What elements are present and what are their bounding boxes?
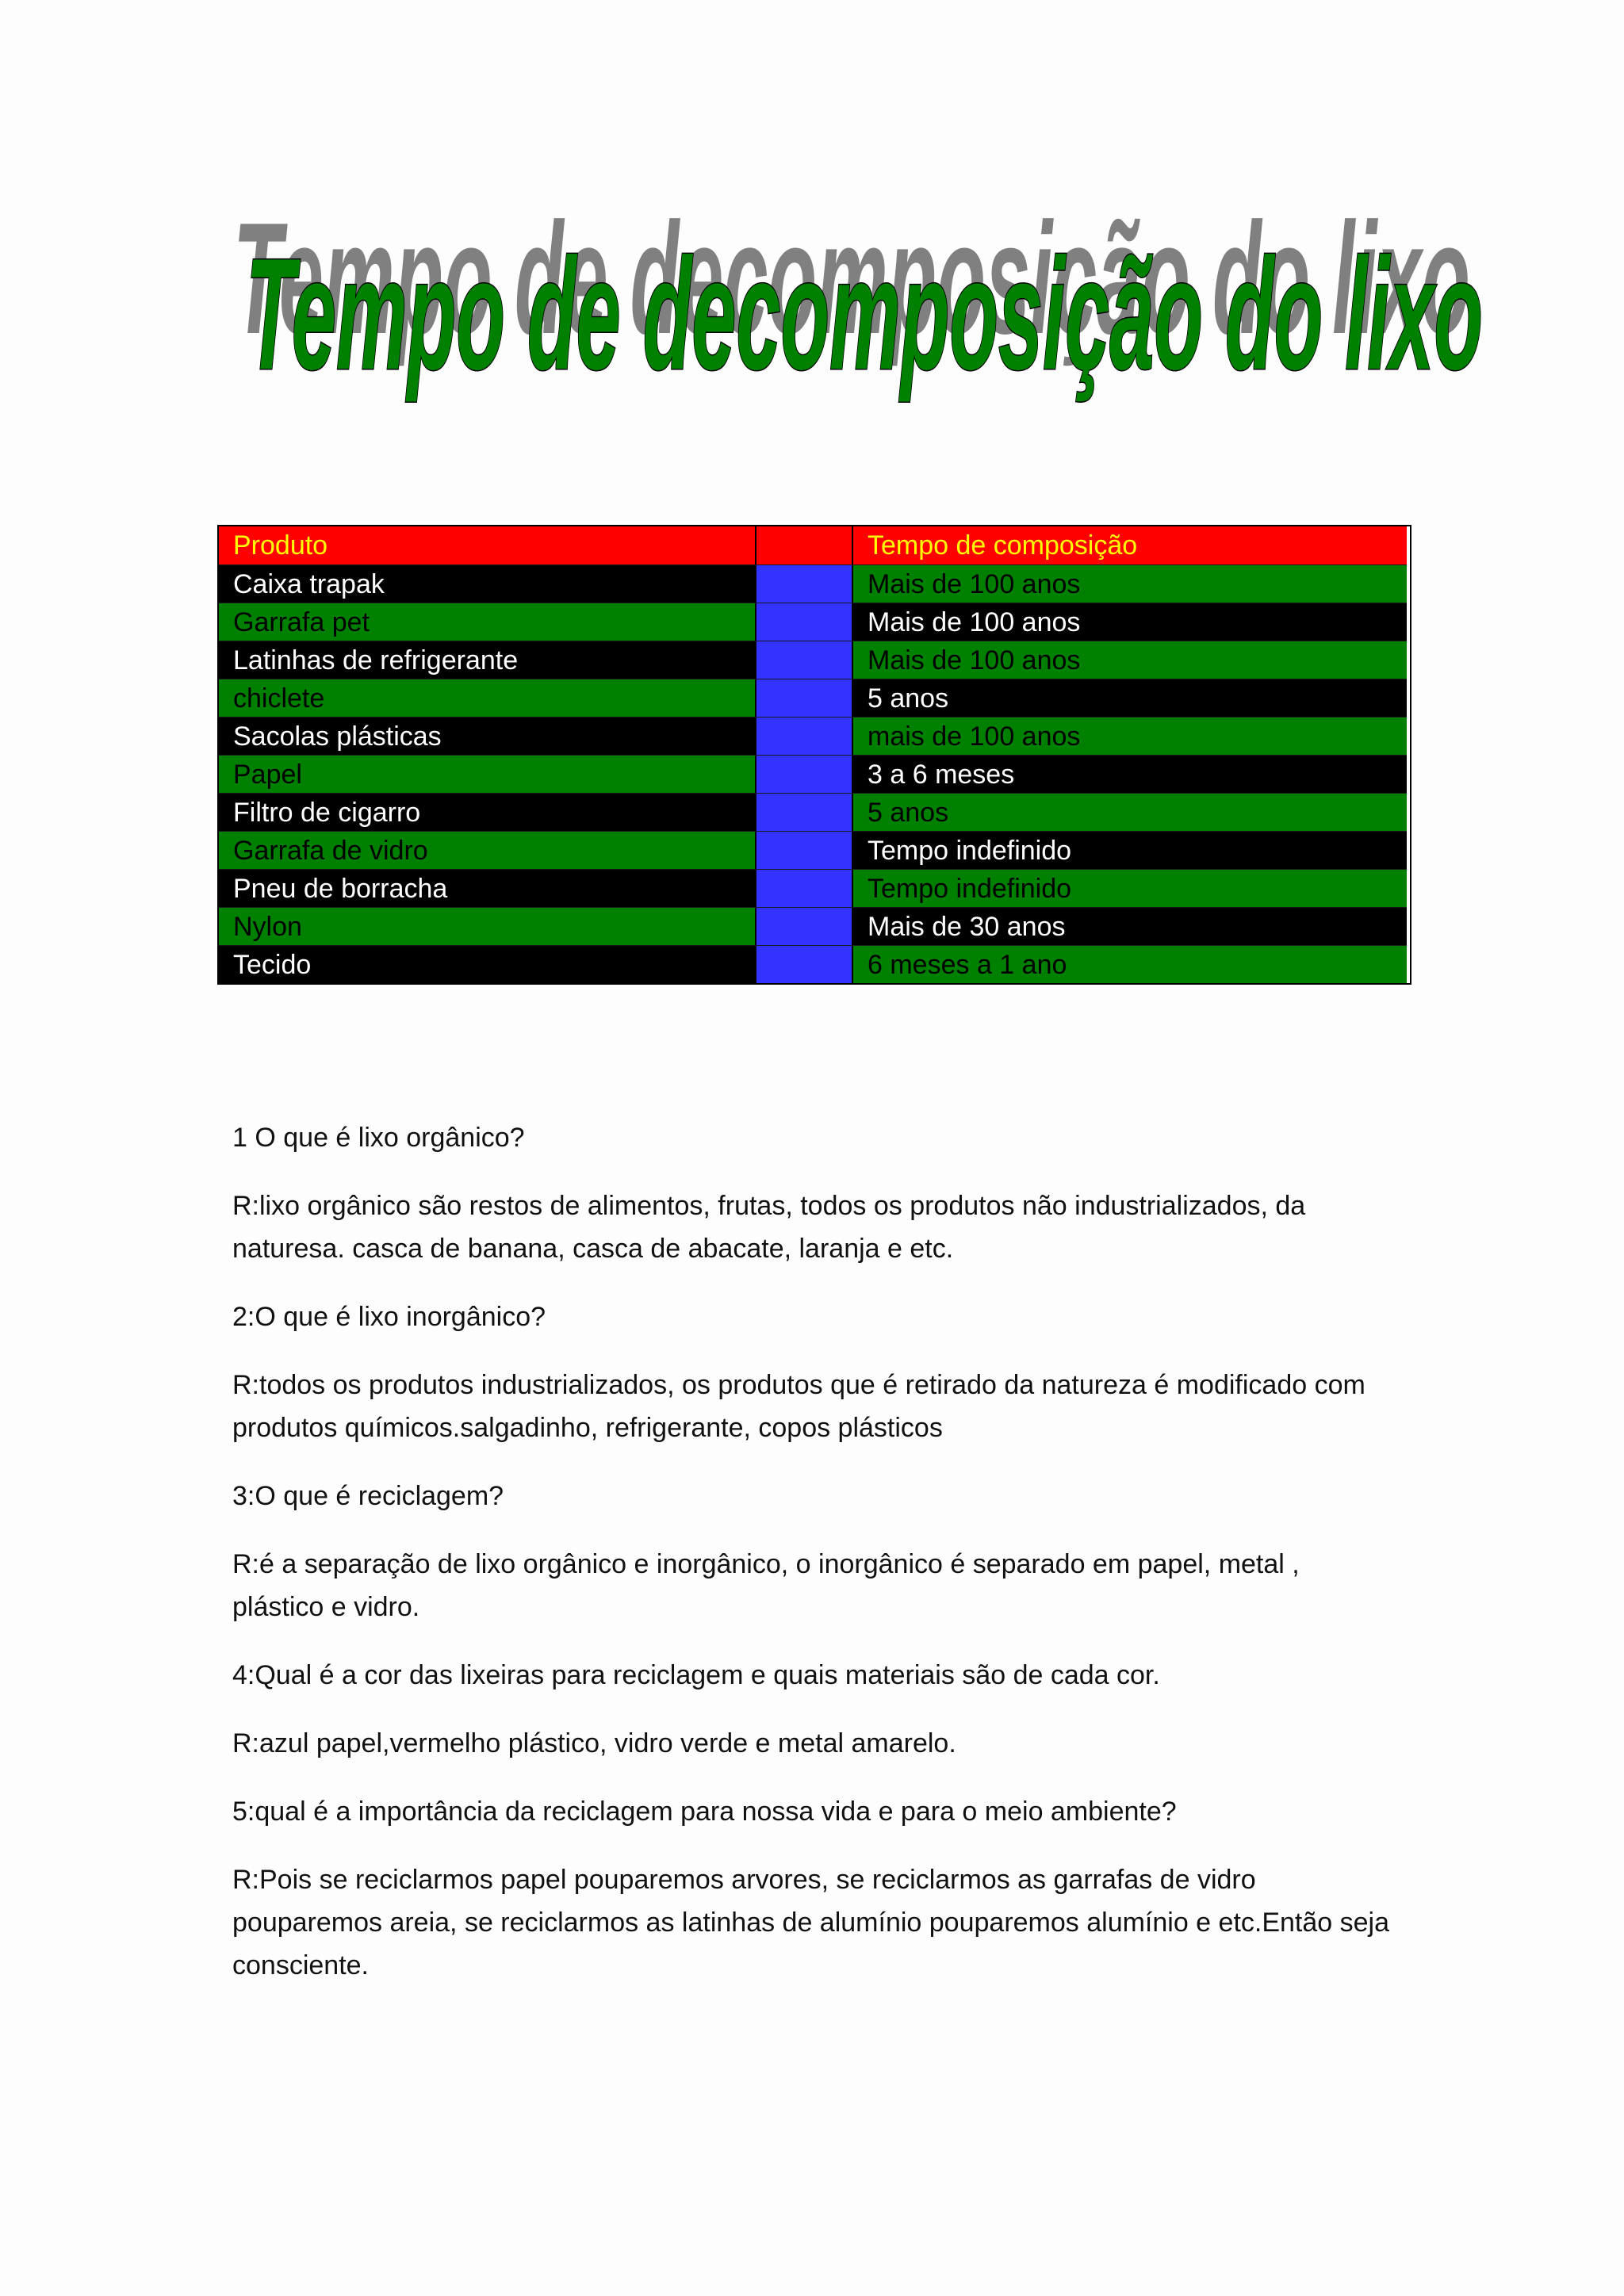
cell-produto: Tecido (219, 945, 756, 983)
cell-tempo: Mais de 100 anos (853, 603, 1407, 641)
cell-produto: Latinhas de refrigerante (219, 641, 756, 679)
decomposition-table (217, 525, 1411, 985)
cell-blank (756, 755, 853, 793)
cell-blank (756, 945, 853, 983)
cell-blank (756, 869, 853, 907)
table-row (219, 907, 1410, 945)
table-row (219, 679, 1410, 717)
header-produto: Produto (219, 526, 756, 564)
question-paragraph: 5:qual é a importância da reciclagem para nossa vida e para o meio ambiente? (232, 1797, 1177, 1827)
table-row (219, 755, 1410, 793)
table-row (219, 717, 1410, 755)
question-paragraph: 4:Qual é a cor das lixeiras para reciclagem e quais materiais são de cada cor. (232, 1660, 1160, 1690)
answer-paragraph: R:lixo orgânico são restos de alimentos, frutas, todos os produtos não industrializados, da naturesa. casca de banana, casca de abacate, laranja e etc. (232, 1191, 1306, 1264)
cell-blank (756, 641, 853, 679)
table-row (219, 641, 1410, 679)
cell-produto: chiclete (219, 679, 756, 717)
wordart-title-graphic (222, 178, 1491, 432)
table-header-row (219, 526, 1410, 564)
cell-produto: Pneu de borracha (219, 869, 756, 907)
cell-produto: Nylon (219, 907, 756, 945)
header-tempo: Tempo de composição (853, 526, 1407, 564)
cell-produto: Filtro de cigarro (219, 793, 756, 831)
cell-tempo: Tempo indefinido (853, 831, 1407, 869)
cell-blank (756, 564, 853, 603)
cell-produto: Garrafa de vidro (219, 831, 756, 869)
cell-produto: Caixa trapak (219, 564, 756, 603)
cell-produto: Garrafa pet (219, 603, 756, 641)
answer-paragraph: R:todos os produtos industrializados, os produtos que é retirado da natureza é modificado com produtos químicos.salgadinho, refrigerante, copos plásticos (232, 1370, 1365, 1443)
qa-section (232, 1116, 1390, 2012)
table-row (219, 945, 1410, 983)
cell-tempo: Mais de 100 anos (853, 564, 1407, 603)
cell-tempo: Mais de 30 anos (853, 907, 1407, 945)
question-paragraph: 1 O que é lixo orgânico? (232, 1123, 525, 1153)
cell-blank (756, 907, 853, 945)
answer-paragraph: R:Pois se reciclarmos papel pouparemos arvores, se reciclarmos as garrafas de vidro pouparemos areia, se reciclarmos as latinhas de alumínio pouparemos alumínio e etc.Então seja consciente. (232, 1865, 1390, 1980)
answer-paragraph: R:é a separação de lixo orgânico e inorgânico, o inorgânico é separado em papel, metal , plástico e vidro. (232, 1549, 1300, 1622)
cell-tempo: 6 meses a 1 ano (853, 945, 1407, 983)
title-shadow: Tempo de decomposição do lixo (233, 190, 1470, 367)
answer-paragraph: R:azul papel,vermelho plástico, vidro verde e metal amarelo. (232, 1728, 956, 1758)
cell-tempo: 5 anos (853, 679, 1407, 717)
cell-produto: Papel (219, 755, 756, 793)
cell-blank (756, 793, 853, 831)
table-row (219, 869, 1410, 907)
cell-blank (756, 831, 853, 869)
cell-tempo: mais de 100 anos (853, 717, 1407, 755)
cell-tempo: Mais de 100 anos (853, 641, 1407, 679)
cell-produto: Sacolas plásticas (219, 717, 756, 755)
wordart-title (222, 178, 1491, 432)
title-text: Tempo de decomposição do lixo (246, 226, 1483, 403)
cell-blank (756, 717, 853, 755)
table-row (219, 831, 1410, 869)
cell-tempo: 5 anos (853, 793, 1407, 831)
cell-tempo: Tempo indefinido (853, 869, 1407, 907)
table-row (219, 793, 1410, 831)
question-paragraph: 3:O que é reciclagem? (232, 1481, 504, 1511)
header-blank (756, 526, 853, 564)
cell-blank (756, 603, 853, 641)
question-paragraph: 2:O que é lixo inorgânico? (232, 1302, 546, 1332)
cell-blank (756, 679, 853, 717)
table-row (219, 603, 1410, 641)
cell-tempo: 3 a 6 meses (853, 755, 1407, 793)
table-row (219, 564, 1410, 603)
